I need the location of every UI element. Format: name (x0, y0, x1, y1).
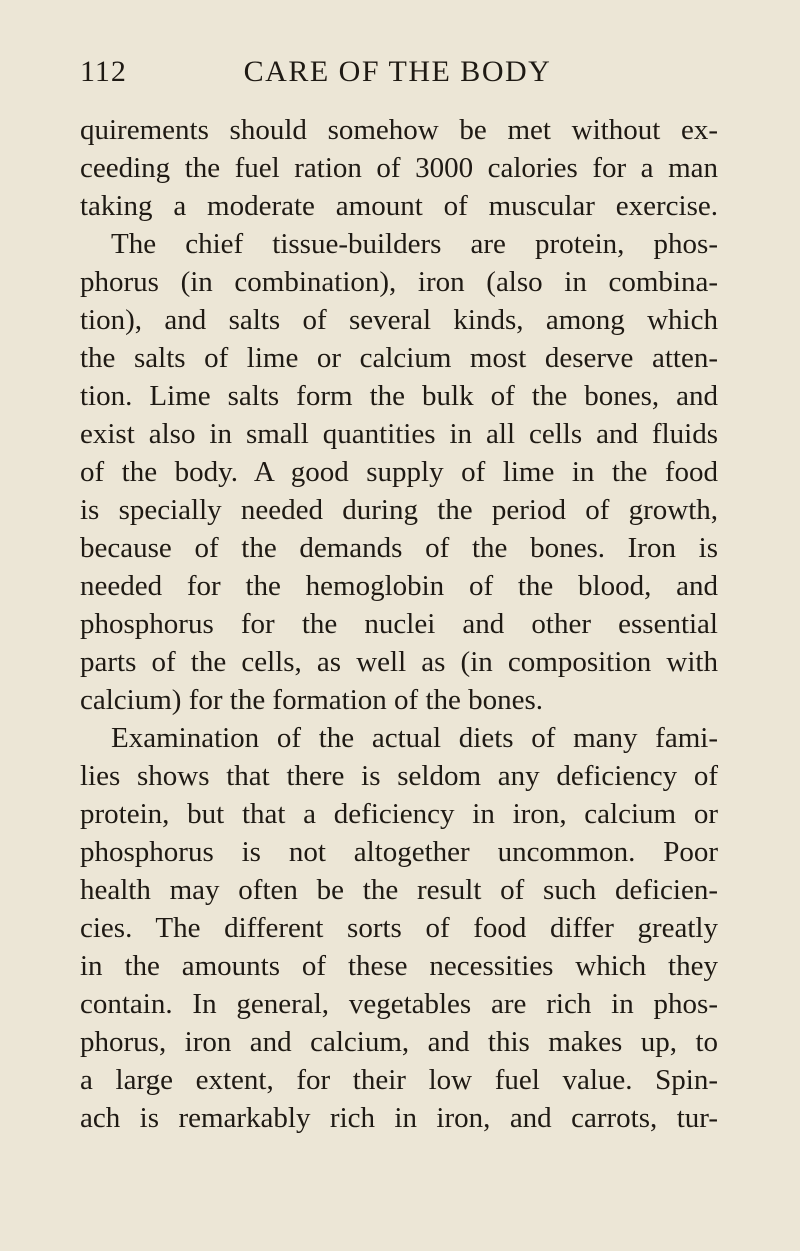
text-line: calcium) for the formation of the bones. (80, 684, 544, 716)
body-text (80, 111, 718, 1137)
text-line: taking a moderate amount of muscular exercise. (80, 190, 718, 222)
text-line: is specially needed during the period of growth, (80, 494, 718, 526)
running-head (80, 52, 715, 92)
text-line: health may often be the result of such deficien- (80, 874, 718, 906)
text-line: The chief tissue-builders are protein, phos- (111, 228, 718, 260)
text-line: a large extent, for their low fuel value. Spin- (80, 1064, 718, 1096)
running-title: CARE OF THE BODY (243, 55, 552, 88)
text-line: quirements should somehow be met without ex- (80, 114, 718, 146)
text-line: exist also in small quantities in all cells and fluids (80, 418, 718, 450)
text-line: the salts of lime or calcium most deserve atten- (80, 342, 718, 374)
page-number: 112 (80, 55, 127, 88)
text-line: ach is remarkably rich in iron, and carrots, tur- (80, 1102, 718, 1134)
text-line: phorus, iron and calcium, and this makes up, to (80, 1026, 718, 1058)
text-line: tion. Lime salts form the bulk of the bones, and (80, 380, 718, 412)
text-line: cies. The different sorts of food differ greatly (80, 912, 718, 944)
text-line: contain. In general, vegetables are rich in phos- (80, 988, 718, 1020)
text-line: tion), and salts of several kinds, among which (80, 304, 718, 336)
text-line: phorus (in combination), iron (also in combina- (80, 266, 718, 298)
text-line: Examination of the actual diets of many fami- (111, 722, 718, 754)
text-line: phosphorus for the nuclei and other essential (80, 608, 718, 640)
text-line: because of the demands of the bones. Iron is (80, 532, 718, 564)
text-line: phosphorus is not altogether uncommon. Poor (80, 836, 718, 868)
text-line: protein, but that a deficiency in iron, calcium or (80, 798, 718, 830)
text-line: lies shows that there is seldom any deficiency of (80, 760, 718, 792)
text-line: ceeding the fuel ration of 3000 calories for a man (80, 152, 718, 184)
text-line: parts of the cells, as well as (in composition with (80, 646, 718, 678)
text-line: of the body. A good supply of lime in the food (80, 456, 718, 488)
text-line: in the amounts of these necessities which they (80, 950, 718, 982)
text-line: needed for the hemoglobin of the blood, and (80, 570, 718, 602)
